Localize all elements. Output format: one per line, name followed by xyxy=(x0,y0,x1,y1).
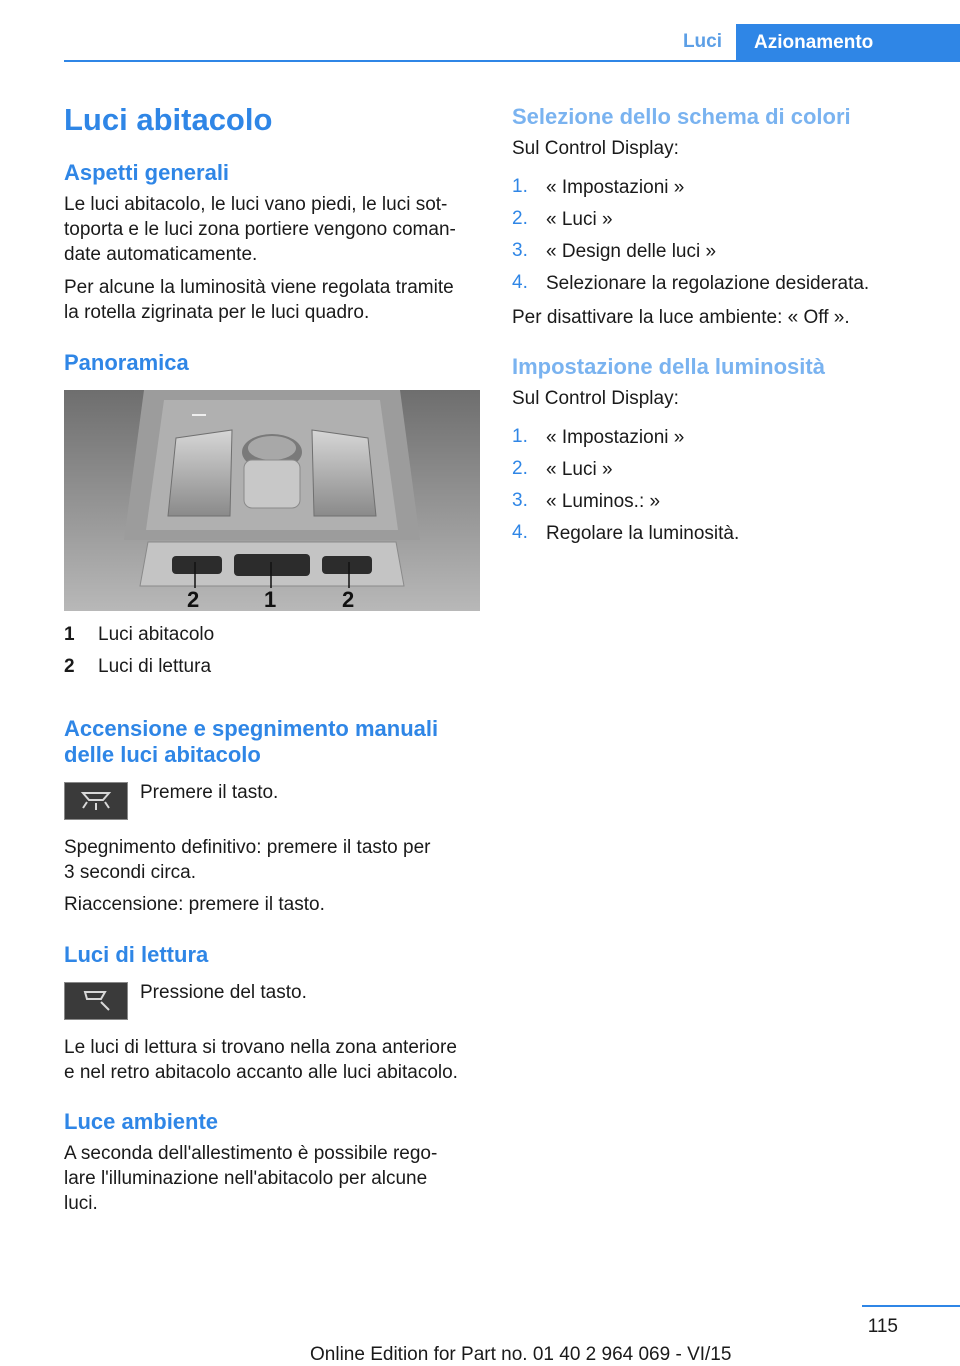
edition-note: Online Edition for Part no. 01 40 2 964 069 - VI/15 xyxy=(310,1344,732,1365)
brightness-step: Regolare la luminosità. xyxy=(546,523,740,544)
step-number: 4. xyxy=(512,522,528,543)
legend-text: Luci abitacolo xyxy=(98,624,215,645)
step-number: 3. xyxy=(512,240,528,261)
figure-label: 2 xyxy=(342,587,355,612)
legend-number: 2 xyxy=(64,656,75,677)
reading-heading: Luci di lettura xyxy=(64,942,209,967)
step-number: 3. xyxy=(512,490,528,511)
manual-heading: Accensione e spegnimento manuali delle luci abitacolo xyxy=(64,716,439,767)
ambient-heading: Luce ambiente xyxy=(64,1109,219,1134)
page-title: Luci abitacolo xyxy=(64,102,273,137)
step-number: 4. xyxy=(512,272,528,293)
ambient-paragraph: A seconda dell'allestimento è possibile rego‐ lare l'illuminazione nell'abitacolo per alcune luci. xyxy=(64,1143,438,1214)
header-section-tab[interactable]: Luci xyxy=(682,31,722,52)
general-paragraph-1: Le luci abitacolo, le luci vano piedi, le luci sot‐ toporta e le luci zona portiere vengono coman‐ date automaticamente. xyxy=(64,194,456,265)
overview-heading: Panoramica xyxy=(64,350,189,375)
reading-light-button-icon xyxy=(64,982,128,1020)
general-paragraph-2: Per alcune la luminosità viene regolata tramite la rotella zigrinata per le luci quadro. xyxy=(64,277,454,323)
figure-label: 2 xyxy=(187,587,200,612)
footer-rule xyxy=(862,1305,960,1307)
brightness-step: « Luci » xyxy=(546,459,613,480)
color-scheme-heading: Selezione dello schema di colori xyxy=(512,104,851,129)
color-step: « Design delle luci » xyxy=(546,241,717,262)
interior-light-button-icon xyxy=(64,782,128,820)
legend-text: Luci di lettura xyxy=(98,656,212,677)
legend-number: 1 xyxy=(64,624,75,645)
step-number: 1. xyxy=(512,176,528,197)
manual-paragraph-2: Riaccensione: premere il tasto. xyxy=(64,894,325,915)
reading-paragraph: Le luci di lettura si trovano nella zona anteriore e nel retro abitacolo accanto alle luci abitacolo. xyxy=(64,1037,458,1083)
figure-label: 1 xyxy=(264,587,277,612)
general-heading: Aspetti generali xyxy=(64,160,230,185)
color-intro: Sul Control Display: xyxy=(512,138,679,159)
page-number: 115 xyxy=(867,1316,898,1337)
step-number: 2. xyxy=(512,208,528,229)
color-step: Selezionare la regolazione desiderata. xyxy=(546,273,870,294)
header-chapter-tab[interactable]: Azionamento xyxy=(736,24,960,62)
step-number: 2. xyxy=(512,458,528,479)
brightness-intro: Sul Control Display: xyxy=(512,388,679,409)
brightness-step: « Impostazioni » xyxy=(546,427,685,448)
overhead-console-image xyxy=(64,390,480,611)
color-off-note: Per disattivare la luce ambiente: « Off ». xyxy=(512,307,850,328)
color-step: « Impostazioni » xyxy=(546,177,685,198)
manual-paragraph-1: Spegnimento definitivo: premere il tasto per 3 secondi circa. xyxy=(64,837,431,883)
step-number: 1. xyxy=(512,426,528,447)
manual-button-instruction: Premere il tasto. xyxy=(140,782,279,803)
header-rule xyxy=(64,60,960,62)
color-step: « Luci » xyxy=(546,209,613,230)
reading-button-instruction: Pressione del tasto. xyxy=(140,982,307,1003)
brightness-step: « Luminos.: » xyxy=(546,491,661,512)
brightness-heading: Impostazione della luminosità xyxy=(512,354,825,379)
